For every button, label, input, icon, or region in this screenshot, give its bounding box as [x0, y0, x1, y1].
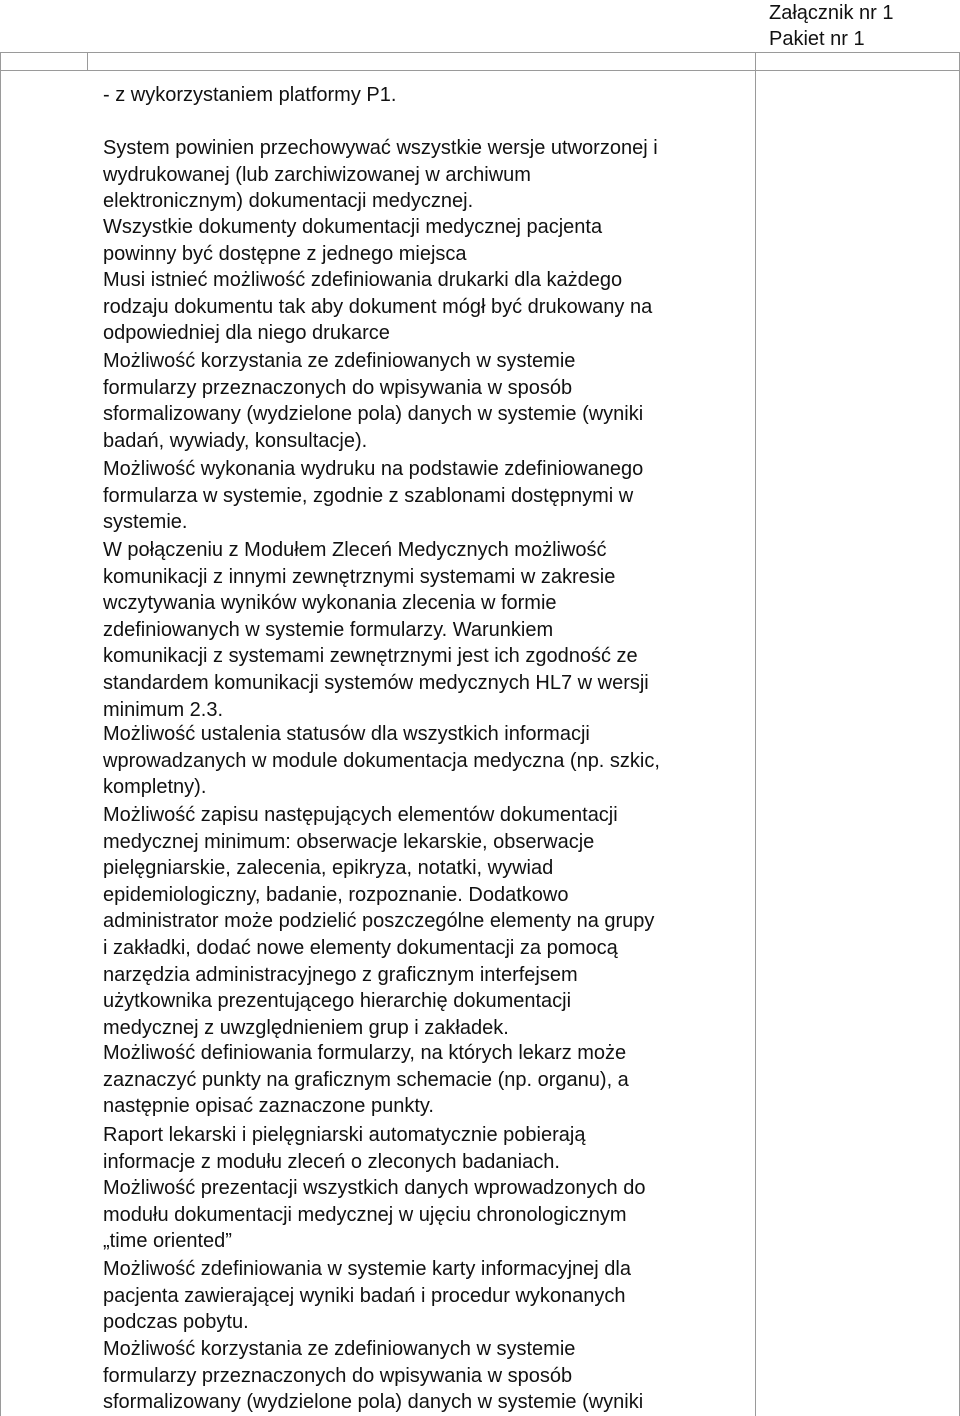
requirement-item	[103, 348, 643, 454]
requirement-line: wprowadzanych w module dokumentacja medyczna (np. szkic,	[103, 749, 660, 772]
requirement-line: Możliwość ustalenia statusów dla wszystkich informacji	[103, 723, 590, 745]
requirement-line: standardem komunikacji systemów medycznych HL7 w wersji	[103, 671, 649, 694]
requirement-line: komunikacji z innymi zewnętrznymi systemami w zakresie	[103, 565, 616, 588]
requirement-line: Możliwość zdefiniowania w systemie karty informacyjnej dla	[103, 1258, 631, 1280]
requirement-line: medycznej z uwzględnieniem grup i zakładek.	[103, 1016, 509, 1039]
requirement-line: medycznej minimum: obserwacje lekarskie, obserwacje	[103, 830, 595, 853]
requirement-line: narzędzia administracyjnego z graficznym interfejsem	[103, 963, 578, 986]
requirement-line: Możliwość prezentacji wszystkich danych wprowadzonych do	[103, 1177, 646, 1199]
requirement-line: - z wykorzystaniem platformy P1.	[103, 84, 397, 106]
requirement-item	[103, 721, 660, 801]
requirement-line: Raport lekarski i pielęgniarski automatycznie pobierają	[103, 1124, 586, 1146]
requirement-line: rodzaju dokumentu tak aby dokument mógł być drukowany na	[103, 295, 653, 318]
requirement-line: modułu dokumentacji medycznej w ujęciu chronologicznym	[103, 1203, 627, 1226]
requirement-line: następnie opisać zaznaczone punkty.	[103, 1095, 434, 1118]
requirement-line: minimum 2.3.	[103, 698, 224, 721]
requirement-line: wczytywania wyników wykonania zlecenia w formie	[103, 592, 557, 615]
requirement-line: Możliwość definiowania formularzy, na których lekarz może	[103, 1042, 627, 1064]
requirement-line: użytkownika prezentującego hierarchię dokumentacji	[103, 990, 572, 1013]
requirement-line: Możliwość korzystania ze zdefiniowanych w systemie	[103, 1338, 576, 1360]
requirement-line: zaznaczyć punkty na graficznym schemacie (np. organu), a	[103, 1068, 629, 1091]
requirement-line: powinny być dostępne z jednego miejsca	[103, 242, 467, 265]
requirement-line: Możliwość zapisu następujących elementów dokumentacji	[103, 804, 618, 826]
requirement-line: odpowiedniej dla niego drukarce	[103, 322, 390, 345]
requirement-item	[103, 135, 658, 215]
requirement-item	[103, 1122, 585, 1175]
requirement-line: i zakładki, dodać nowe elementy dokumentacji za pomocą	[103, 936, 618, 959]
requirement-item	[103, 537, 649, 723]
requirement-line: sformalizowany (wydzielone pola) danych w systemie (wyniki	[103, 1391, 644, 1414]
package-label: Pakiet nr 1	[769, 28, 865, 50]
requirement-line: formularzy przeznaczonych do wpisywania w sposób	[103, 376, 573, 399]
requirement-line: podczas pobytu.	[103, 1311, 249, 1334]
requirement-line: formularzy przeznaczonych do wpisywania w sposób	[103, 1364, 573, 1387]
requirement-line: komunikacji z systemami zewnętrznymi jest ich zgodność ze	[103, 645, 638, 668]
column-divider-left	[0, 52, 1, 1416]
requirement-line: zdefiniowanych w systemie formularzy. Warunkiem	[103, 618, 554, 641]
requirement-line: formularza w systemie, zgodnie z szablonami dostępnymi w	[103, 484, 634, 507]
requirement-line: wydrukowanej (lub zarchiwizowanej w archiwum	[103, 163, 531, 186]
requirement-line: W połączeniu z Modułem Zleceń Medycznych możliwość	[103, 539, 607, 561]
requirement-line: Możliwość korzystania ze zdefiniowanych w systemie	[103, 350, 576, 372]
requirement-line: kompletny).	[103, 776, 207, 799]
requirement-line: elektronicznym) dokumentacji medycznej.	[103, 190, 474, 213]
attachment-header	[769, 0, 894, 52]
requirement-line: System powinien przechowywać wszystkie wersje utworzonej i	[103, 137, 658, 159]
requirement-line: systemie.	[103, 511, 188, 534]
requirement-line: administrator może podzielić poszczególne elementy na grupy	[103, 910, 655, 933]
requirement-line: pacjenta zawierającej wyniki badań i procedur wykonanych	[103, 1284, 626, 1307]
requirement-line: Możliwość wykonania wydruku na podstawie zdefiniowanego	[103, 458, 644, 480]
requirement-line: Musi istnieć możliwość zdefiniowania drukarki dla każdego	[103, 269, 623, 291]
column-divider-1	[87, 52, 88, 70]
requirement-item	[103, 456, 643, 536]
requirement-line: Wszystkie dokumenty dokumentacji medycznej pacjenta	[103, 216, 603, 238]
table-top-border	[0, 52, 960, 53]
header-row-border	[0, 70, 960, 71]
requirement-item	[103, 1040, 629, 1120]
requirement-line: badań, wywiady, konsultacje).	[103, 429, 368, 452]
requirement-item	[103, 1336, 643, 1416]
requirement-item	[103, 802, 654, 1041]
requirement-item	[103, 214, 602, 267]
requirement-item	[103, 1175, 645, 1255]
requirement-line: pielęgniarskie, zalecenia, epikryza, notatki, wywiad	[103, 857, 554, 880]
attachment-label: Załącznik nr 1	[769, 2, 894, 24]
requirement-item	[103, 82, 396, 109]
requirement-line: informacje z modułu zleceń o zleconych badaniach.	[103, 1150, 560, 1173]
requirement-line: „time oriented”	[103, 1230, 232, 1253]
requirement-line: epidemiologiczny, badanie, rozpoznanie. Dodatkowo	[103, 883, 569, 906]
requirement-line: sformalizowany (wydzielone pola) danych w systemie (wyniki	[103, 403, 644, 426]
requirement-item	[103, 267, 652, 347]
column-divider-2	[755, 52, 756, 1416]
requirement-item	[103, 1256, 631, 1336]
